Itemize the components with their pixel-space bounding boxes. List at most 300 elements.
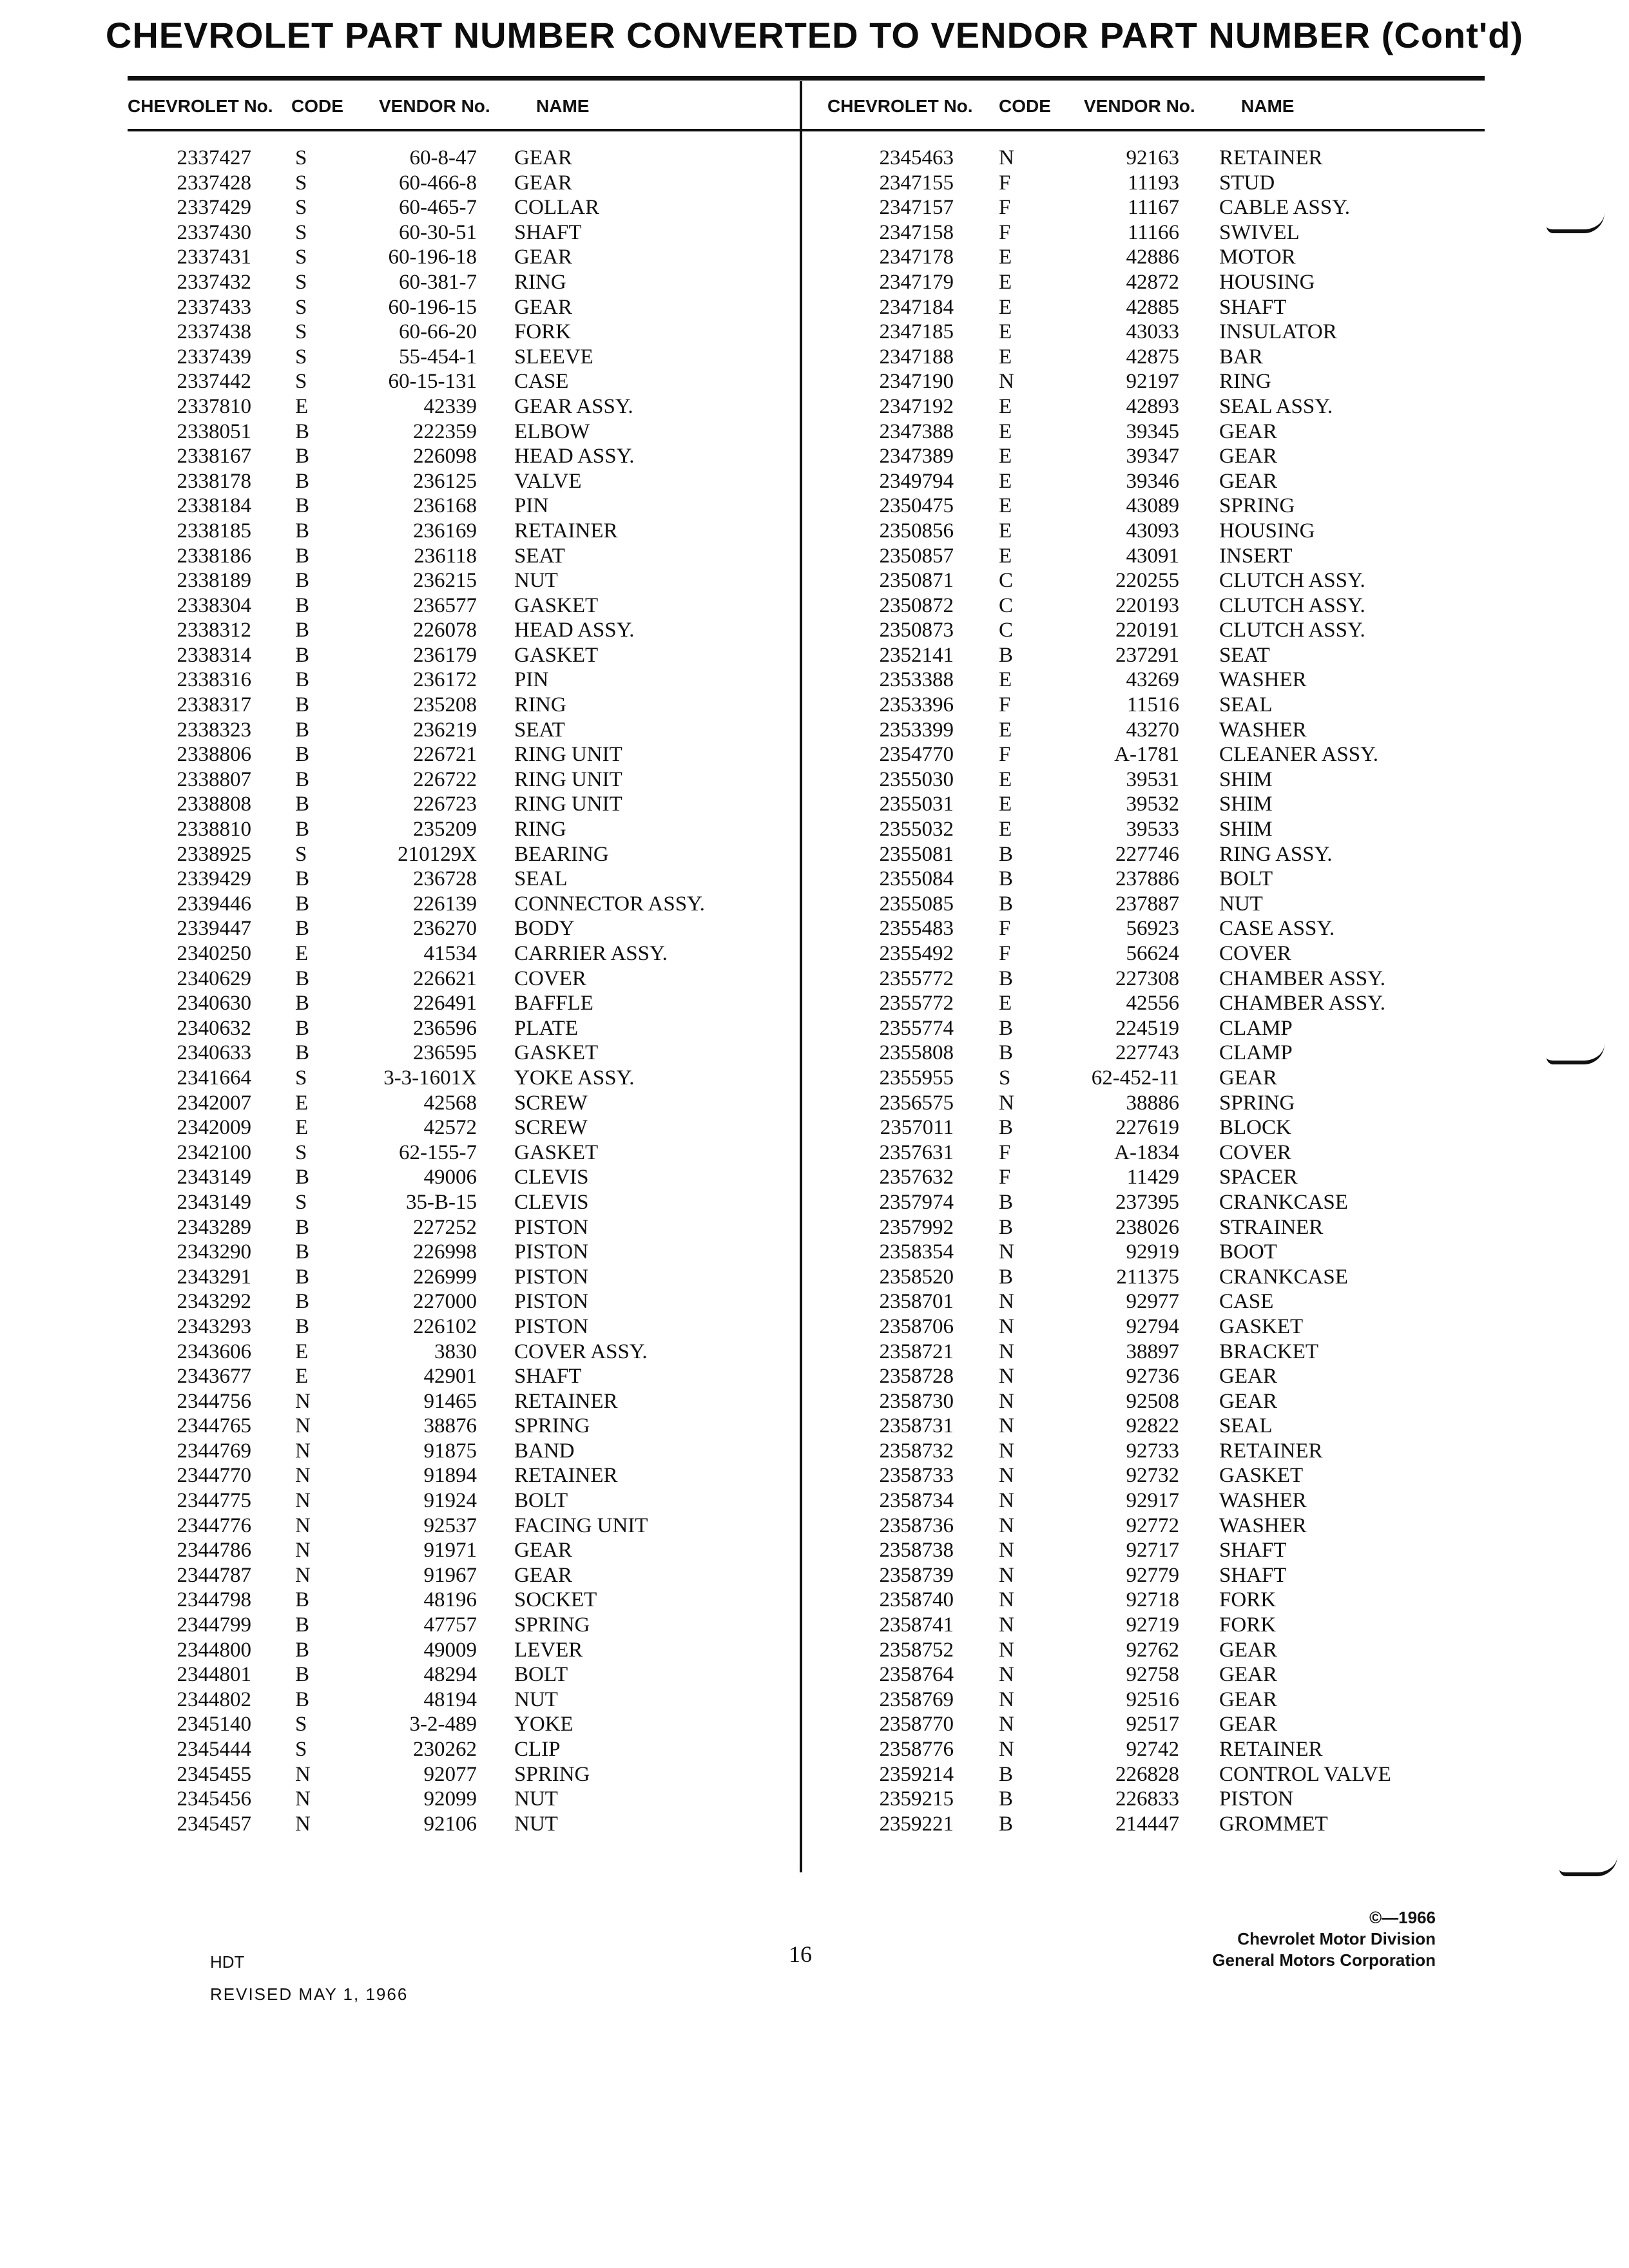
part-name: CASE bbox=[514, 370, 569, 394]
chevrolet-no: 2355492 bbox=[879, 942, 954, 965]
part-name: GEAR bbox=[1219, 1663, 1277, 1687]
part-name: CABLE ASSY. bbox=[1219, 196, 1350, 220]
chevrolet-no: 2358770 bbox=[879, 1713, 954, 1736]
table-row bbox=[0, 718, 1547, 743]
vendor-no: 42901 bbox=[423, 1365, 477, 1389]
part-name: SEAT bbox=[1219, 643, 1270, 667]
code: N bbox=[999, 1613, 1014, 1637]
vendor-no: 236125 bbox=[413, 469, 477, 493]
code: E bbox=[999, 793, 1012, 816]
code: N bbox=[999, 370, 1014, 394]
code: E bbox=[295, 1365, 309, 1389]
chevrolet-no: 2337431 bbox=[177, 245, 251, 269]
code: N bbox=[295, 1762, 311, 1786]
table-row bbox=[0, 991, 1547, 1016]
chevrolet-no: 2357011 bbox=[880, 1116, 954, 1140]
chevrolet-no: 2355774 bbox=[879, 1016, 954, 1040]
part-name: SEAL bbox=[1219, 693, 1273, 717]
chevrolet-no: 2355084 bbox=[879, 867, 954, 891]
part-name: GEAR bbox=[1219, 445, 1277, 468]
code: C bbox=[999, 569, 1014, 593]
part-name: SCREW bbox=[514, 1091, 588, 1115]
part-name: GASKET bbox=[514, 593, 599, 617]
table-row bbox=[0, 1340, 1547, 1365]
code: E bbox=[999, 469, 1012, 493]
part-name: RING bbox=[514, 818, 566, 841]
table-row bbox=[0, 1265, 1547, 1290]
chevrolet-no: 2344786 bbox=[177, 1539, 251, 1562]
part-name: CONTROL VALVE bbox=[1219, 1762, 1391, 1786]
code: B bbox=[295, 1613, 310, 1637]
part-name: GEAR bbox=[1219, 1687, 1277, 1711]
table-row bbox=[0, 444, 1547, 469]
code: N bbox=[295, 1563, 311, 1587]
right-header-name: NAME bbox=[1241, 96, 1295, 116]
part-name: FORK bbox=[1219, 1613, 1277, 1637]
chevrolet-no: 2350856 bbox=[879, 519, 954, 543]
vendor-no: 92163 bbox=[1126, 146, 1179, 169]
vendor-no: 62-155-7 bbox=[399, 1140, 477, 1164]
table-row bbox=[0, 394, 1547, 419]
vendor-no: 42572 bbox=[423, 1116, 477, 1140]
vendor-no: 43093 bbox=[1126, 519, 1179, 543]
part-name: SPRING bbox=[514, 1613, 590, 1637]
chevrolet-no: 2337432 bbox=[177, 270, 251, 294]
code: E bbox=[295, 1340, 309, 1363]
code: N bbox=[999, 1389, 1014, 1413]
chevrolet-no: 2344800 bbox=[177, 1638, 251, 1662]
chevrolet-no: 2337429 bbox=[177, 196, 251, 220]
table-row bbox=[0, 1737, 1547, 1762]
table-row bbox=[0, 767, 1547, 793]
chevrolet-no: 2347178 bbox=[879, 245, 954, 269]
part-name: GEAR bbox=[1219, 469, 1277, 493]
part-name: BOOT bbox=[1219, 1240, 1277, 1264]
part-name: SEAL bbox=[514, 867, 568, 891]
code: B bbox=[295, 1663, 310, 1687]
code: E bbox=[999, 419, 1012, 443]
chevrolet-no: 2358734 bbox=[879, 1489, 954, 1513]
footer-copyright: ©—1966 bbox=[1369, 1908, 1436, 1927]
table-row bbox=[0, 1687, 1547, 1713]
vendor-no: 237291 bbox=[1115, 643, 1179, 667]
table-row bbox=[0, 618, 1547, 643]
vendor-no: 220255 bbox=[1115, 569, 1179, 593]
table-row bbox=[0, 668, 1547, 693]
chevrolet-no: 2358728 bbox=[879, 1365, 954, 1389]
code: B bbox=[295, 1265, 310, 1289]
code: B bbox=[295, 818, 310, 841]
chevrolet-no: 2347188 bbox=[879, 345, 954, 369]
code: N bbox=[295, 1787, 311, 1811]
part-name: SPRING bbox=[1219, 1091, 1295, 1115]
table-row bbox=[0, 1812, 1547, 1837]
code: N bbox=[999, 1563, 1014, 1587]
code: B bbox=[295, 519, 310, 543]
table-row bbox=[0, 1140, 1547, 1166]
chevrolet-no: 2344770 bbox=[177, 1464, 251, 1488]
chevrolet-no: 2345455 bbox=[177, 1762, 251, 1786]
code: S bbox=[295, 1190, 307, 1214]
code: S bbox=[295, 1713, 307, 1736]
table-row bbox=[0, 593, 1547, 619]
chevrolet-no: 2357992 bbox=[879, 1215, 954, 1239]
part-name: SLEEVE bbox=[514, 345, 593, 369]
chevrolet-no: 2345457 bbox=[177, 1812, 251, 1836]
part-name: SOCKET bbox=[514, 1588, 597, 1612]
chevrolet-no: 2355772 bbox=[879, 992, 954, 1015]
code: E bbox=[295, 942, 309, 965]
code: F bbox=[999, 196, 1011, 220]
chevrolet-no: 2337438 bbox=[177, 320, 251, 344]
chevrolet-no: 2347388 bbox=[879, 419, 954, 443]
code: B bbox=[295, 718, 310, 742]
chevrolet-no: 2350873 bbox=[879, 619, 954, 642]
code: B bbox=[295, 569, 310, 593]
part-name: CLIP bbox=[514, 1738, 561, 1761]
code: E bbox=[999, 245, 1012, 269]
vendor-no: 91967 bbox=[423, 1563, 477, 1587]
table-row bbox=[0, 369, 1547, 394]
part-name: SEAL bbox=[1219, 1414, 1273, 1438]
part-name: SHAFT bbox=[514, 220, 582, 244]
part-name: GASKET bbox=[1219, 1464, 1304, 1488]
code: E bbox=[999, 394, 1012, 418]
chevrolet-no: 2337810 bbox=[177, 394, 251, 418]
code: B bbox=[295, 767, 310, 791]
code: E bbox=[999, 992, 1012, 1015]
code: N bbox=[999, 1340, 1014, 1363]
chevrolet-no: 2338807 bbox=[177, 767, 251, 791]
chevrolet-no: 2345444 bbox=[177, 1738, 251, 1761]
code: B bbox=[999, 966, 1014, 990]
title-rule bbox=[128, 76, 1485, 81]
part-name: BOLT bbox=[514, 1489, 568, 1513]
chevrolet-no: 2337433 bbox=[177, 295, 251, 319]
code: B bbox=[999, 1190, 1014, 1214]
code: S bbox=[295, 295, 307, 319]
code: S bbox=[295, 842, 307, 866]
vendor-no: 92762 bbox=[1126, 1638, 1179, 1662]
chevrolet-no: 2343677 bbox=[177, 1365, 251, 1389]
code: B bbox=[999, 1265, 1014, 1289]
chevrolet-no: 2339429 bbox=[177, 867, 251, 891]
vendor-no: 236168 bbox=[413, 494, 477, 518]
chevrolet-no: 2338323 bbox=[177, 718, 251, 742]
table-row bbox=[0, 1016, 1547, 1041]
part-name: HEAD ASSY. bbox=[514, 619, 635, 642]
vendor-no: 236577 bbox=[413, 593, 477, 617]
chevrolet-no: 2344802 bbox=[177, 1687, 251, 1711]
table-row bbox=[0, 892, 1547, 917]
part-name: RING bbox=[1219, 370, 1271, 394]
code: E bbox=[295, 1116, 309, 1140]
chevrolet-no: 2350872 bbox=[879, 593, 954, 617]
part-name: COVER bbox=[1219, 942, 1291, 965]
part-name: BAFFLE bbox=[514, 992, 593, 1015]
part-name: CLUTCH ASSY. bbox=[1219, 619, 1365, 642]
part-name: BRACKET bbox=[1219, 1340, 1319, 1363]
table-row bbox=[0, 568, 1547, 593]
chevrolet-no: 2338806 bbox=[177, 743, 251, 767]
vendor-no: A-1781 bbox=[1114, 743, 1179, 767]
vendor-no: 226139 bbox=[413, 892, 477, 916]
code: N bbox=[999, 146, 1014, 169]
part-name: RING bbox=[514, 693, 566, 717]
table-row bbox=[0, 419, 1547, 445]
part-name: GEAR bbox=[514, 146, 572, 169]
chevrolet-no: 2347185 bbox=[879, 320, 954, 344]
part-name: CLEANER ASSY. bbox=[1219, 743, 1378, 767]
code: N bbox=[999, 1414, 1014, 1438]
chevrolet-no: 2338314 bbox=[177, 643, 251, 667]
chevrolet-no: 2358520 bbox=[879, 1265, 954, 1289]
code: B bbox=[999, 1787, 1014, 1811]
table-row bbox=[0, 1787, 1547, 1812]
part-name: NUT bbox=[514, 1687, 558, 1711]
vendor-no: 42872 bbox=[1126, 270, 1179, 294]
vendor-no: 3-2-489 bbox=[409, 1713, 477, 1736]
chevrolet-no: 2359214 bbox=[879, 1762, 954, 1786]
footer-revised-date: REVISED MAY 1, 1966 bbox=[210, 1984, 409, 2004]
footer-corporation: General Motors Corporation bbox=[1212, 1950, 1436, 1970]
part-name: NUT bbox=[514, 1812, 558, 1836]
code: C bbox=[999, 593, 1014, 617]
part-name: FORK bbox=[1219, 1588, 1277, 1612]
chevrolet-no: 2344798 bbox=[177, 1588, 251, 1612]
part-name: CLEVIS bbox=[514, 1166, 589, 1189]
chevrolet-no: 2347184 bbox=[879, 295, 954, 319]
part-name: CLAMP bbox=[1219, 1016, 1293, 1040]
part-name: BOLT bbox=[1219, 867, 1273, 891]
table-row bbox=[0, 220, 1547, 245]
code: B bbox=[295, 1041, 310, 1065]
vendor-no: 230262 bbox=[413, 1738, 477, 1761]
vendor-no: 42339 bbox=[423, 394, 477, 418]
code: E bbox=[999, 668, 1012, 692]
chevrolet-no: 2358776 bbox=[879, 1738, 954, 1761]
table-row bbox=[0, 345, 1547, 370]
vendor-no: 60-381-7 bbox=[399, 270, 477, 294]
chevrolet-no: 2355955 bbox=[879, 1066, 954, 1090]
part-name: SHIM bbox=[1219, 793, 1273, 816]
vendor-no: 42886 bbox=[1126, 245, 1179, 269]
part-name: SHAFT bbox=[1219, 1539, 1287, 1562]
vendor-no: 92733 bbox=[1126, 1439, 1179, 1463]
vendor-no: 92537 bbox=[423, 1514, 477, 1537]
code: E bbox=[999, 494, 1012, 518]
part-name: WASHER bbox=[1219, 668, 1307, 692]
part-name: HOUSING bbox=[1219, 519, 1315, 543]
part-name: PISTON bbox=[514, 1314, 588, 1338]
code: S bbox=[999, 1066, 1011, 1090]
table-row bbox=[0, 171, 1547, 196]
chevrolet-no: 2353388 bbox=[879, 668, 954, 692]
vendor-no: 3830 bbox=[434, 1340, 477, 1363]
chevrolet-no: 2358731 bbox=[879, 1414, 954, 1438]
code: E bbox=[295, 1091, 309, 1115]
chevrolet-no: 2358769 bbox=[879, 1687, 954, 1711]
code: B bbox=[295, 619, 310, 642]
table-row bbox=[0, 1439, 1547, 1464]
vendor-no: 56923 bbox=[1126, 917, 1179, 941]
vendor-no: 236219 bbox=[413, 718, 477, 742]
part-name: HEAD ASSY. bbox=[514, 445, 635, 468]
code: F bbox=[999, 917, 1011, 941]
chevrolet-no: 2337430 bbox=[177, 220, 251, 244]
left-header-chevrolet-no: CHEVROLET No. bbox=[128, 96, 273, 116]
vendor-no: 92197 bbox=[1126, 370, 1179, 394]
vendor-no: 226491 bbox=[413, 992, 477, 1015]
page-number: 16 bbox=[789, 1941, 812, 1967]
code: E bbox=[999, 295, 1012, 319]
part-name: LEVER bbox=[514, 1638, 583, 1662]
chevrolet-no: 2338178 bbox=[177, 469, 251, 493]
part-name: CRANKCASE bbox=[1219, 1190, 1348, 1214]
code: N bbox=[999, 1738, 1014, 1761]
chevrolet-no: 2356575 bbox=[879, 1091, 954, 1115]
vendor-no: 42568 bbox=[423, 1091, 477, 1115]
vendor-no: 91924 bbox=[423, 1489, 477, 1513]
part-name: RETAINER bbox=[514, 1464, 618, 1488]
code: N bbox=[295, 1439, 311, 1463]
table-row bbox=[0, 1613, 1547, 1638]
code: N bbox=[295, 1539, 311, 1562]
vendor-no: 92977 bbox=[1126, 1290, 1179, 1314]
part-name: GASKET bbox=[514, 1140, 599, 1164]
vendor-no: 55-454-1 bbox=[399, 345, 477, 369]
vendor-no: 38876 bbox=[423, 1414, 477, 1438]
part-name: WASHER bbox=[1219, 1514, 1307, 1537]
part-name: GASKET bbox=[514, 1041, 599, 1065]
code: B bbox=[999, 643, 1014, 667]
vendor-no: 48294 bbox=[423, 1663, 477, 1687]
vendor-no: 236595 bbox=[413, 1041, 477, 1065]
part-name: GROMMET bbox=[1219, 1812, 1328, 1836]
table-row bbox=[0, 1414, 1547, 1439]
chevrolet-no: 2353396 bbox=[879, 693, 954, 717]
part-name: GEAR bbox=[1219, 1389, 1277, 1413]
chevrolet-no: 2350475 bbox=[879, 494, 954, 518]
vendor-no: 11166 bbox=[1127, 220, 1179, 244]
part-name: PIN bbox=[514, 668, 549, 692]
part-name: SHIM bbox=[1219, 767, 1273, 791]
table-row bbox=[0, 295, 1547, 320]
chevrolet-no: 2339447 bbox=[177, 917, 251, 941]
vendor-no: 92717 bbox=[1126, 1539, 1179, 1562]
vendor-no: 3-3-1601X bbox=[383, 1066, 477, 1090]
scan-mark bbox=[1547, 213, 1605, 233]
table-row bbox=[0, 320, 1547, 345]
vendor-no: 92732 bbox=[1126, 1464, 1179, 1488]
part-name: FORK bbox=[514, 320, 572, 344]
chevrolet-no: 2358354 bbox=[879, 1240, 954, 1264]
table-row bbox=[0, 1240, 1547, 1265]
chevrolet-no: 2340633 bbox=[177, 1041, 251, 1065]
code: N bbox=[999, 1439, 1014, 1463]
vendor-no: 48196 bbox=[423, 1588, 477, 1612]
code: S bbox=[295, 370, 307, 394]
vendor-no: 43089 bbox=[1126, 494, 1179, 518]
part-name: SCREW bbox=[514, 1116, 588, 1140]
chevrolet-no: 2338051 bbox=[177, 419, 251, 443]
table-row bbox=[0, 1165, 1547, 1190]
part-name: CARRIER ASSY. bbox=[514, 942, 668, 965]
vendor-no: 92718 bbox=[1126, 1588, 1179, 1612]
table-row bbox=[0, 1314, 1547, 1340]
part-name: BAR bbox=[1219, 345, 1263, 369]
vendor-no: 92779 bbox=[1126, 1563, 1179, 1587]
code: S bbox=[295, 345, 307, 369]
part-name: GEAR bbox=[1219, 1365, 1277, 1389]
chevrolet-no: 2347190 bbox=[879, 370, 954, 394]
code: B bbox=[295, 892, 310, 916]
chevrolet-no: 2343291 bbox=[177, 1265, 251, 1289]
part-name: BAND bbox=[514, 1439, 575, 1463]
part-name: CRANKCASE bbox=[1219, 1265, 1348, 1289]
vendor-no: 211375 bbox=[1116, 1265, 1179, 1289]
part-name: SHAFT bbox=[1219, 295, 1287, 319]
vendor-no: 227252 bbox=[413, 1215, 477, 1239]
vendor-no: 43269 bbox=[1126, 668, 1179, 692]
chevrolet-no: 2338925 bbox=[177, 842, 251, 866]
code: E bbox=[999, 718, 1012, 742]
vendor-no: 224519 bbox=[1115, 1016, 1179, 1040]
vendor-no: 92772 bbox=[1126, 1514, 1179, 1537]
vendor-no: 92106 bbox=[423, 1812, 477, 1836]
part-name: RETAINER bbox=[1219, 1439, 1323, 1463]
chevrolet-no: 2347192 bbox=[879, 394, 954, 418]
vendor-no: 226998 bbox=[413, 1240, 477, 1264]
vendor-no: 91894 bbox=[423, 1464, 477, 1488]
part-name: CLEVIS bbox=[514, 1190, 589, 1214]
chevrolet-no: 2343292 bbox=[177, 1290, 251, 1314]
header-rule bbox=[128, 129, 1485, 131]
chevrolet-no: 2338184 bbox=[177, 494, 251, 518]
vendor-no: 92794 bbox=[1126, 1314, 1179, 1338]
table-row bbox=[0, 1190, 1547, 1215]
vendor-no: 227746 bbox=[1115, 842, 1179, 866]
part-name: SPRING bbox=[514, 1762, 590, 1786]
part-name: BODY bbox=[514, 917, 575, 941]
part-name: CONNECTOR ASSY. bbox=[514, 892, 705, 916]
vendor-no: 237886 bbox=[1115, 867, 1179, 891]
table-row bbox=[0, 867, 1547, 892]
vendor-no: 92758 bbox=[1126, 1663, 1179, 1687]
vendor-no: 48194 bbox=[423, 1687, 477, 1711]
code: B bbox=[295, 643, 310, 667]
part-name: YOKE ASSY. bbox=[514, 1066, 635, 1090]
chevrolet-no: 2349794 bbox=[879, 469, 954, 493]
vendor-no: 42556 bbox=[1126, 992, 1179, 1015]
chevrolet-no: 2338304 bbox=[177, 593, 251, 617]
part-name: RING ASSY. bbox=[1219, 842, 1333, 866]
part-name: STRAINER bbox=[1219, 1215, 1324, 1239]
code: N bbox=[999, 1663, 1014, 1687]
part-name: PISTON bbox=[514, 1290, 588, 1314]
code: N bbox=[999, 1290, 1014, 1314]
chevrolet-no: 2359221 bbox=[879, 1812, 954, 1836]
vendor-no: 92736 bbox=[1126, 1365, 1179, 1389]
code: N bbox=[295, 1414, 311, 1438]
code: E bbox=[999, 519, 1012, 543]
part-name: RETAINER bbox=[514, 519, 618, 543]
vendor-no: 236215 bbox=[413, 569, 477, 593]
vendor-no: 39346 bbox=[1126, 469, 1179, 493]
chevrolet-no: 2355030 bbox=[879, 767, 954, 791]
table-row bbox=[0, 1563, 1547, 1588]
vendor-no: 236118 bbox=[414, 544, 477, 568]
